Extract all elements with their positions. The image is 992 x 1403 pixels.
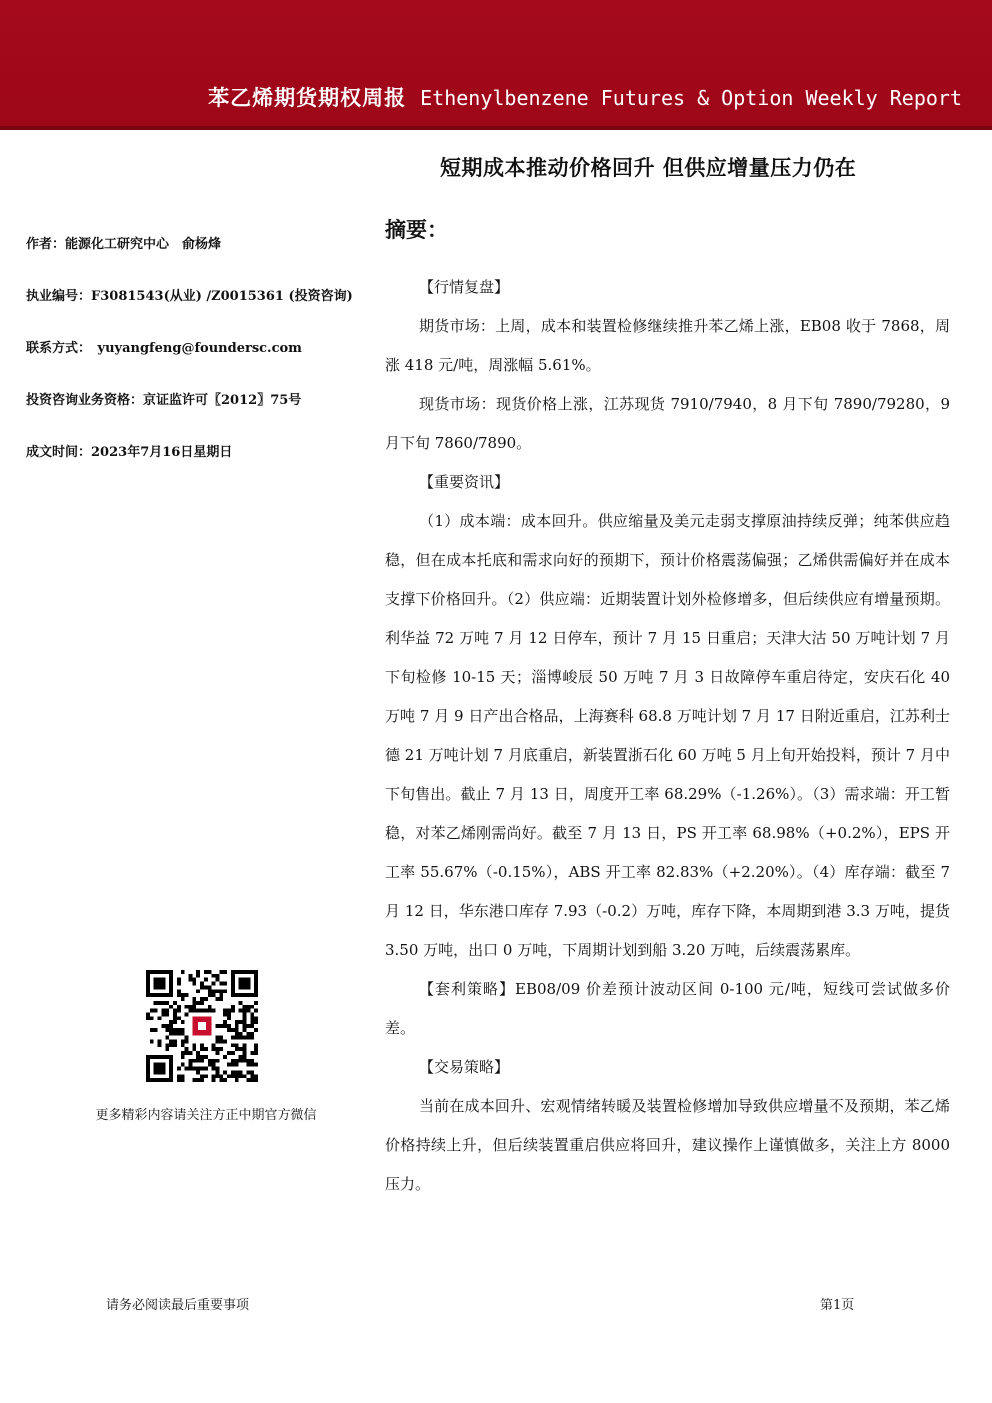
meta-license	[26, 285, 353, 304]
article-title: 短期成本推动价格回升 但供应增量压力仍在	[440, 156, 857, 180]
meta-label: 成文时间：	[26, 445, 92, 460]
paragraph: 当前在成本回升、宏观情绪转暖及装置检修增加导致供应增量不及预期，苯乙烯价格持续上升，但后续装置重启供应将回升，建议操作上谨慎做多，关注上方 8000 压力。	[385, 1097, 950, 1193]
report-title	[208, 84, 962, 112]
meta-date	[26, 441, 232, 460]
header-divider	[0, 126, 992, 130]
meta-value: 2023年7月16日星期日	[91, 445, 233, 460]
paragraph: 期货市场：上周，成本和装置检修继续推升苯乙烯上涨，EB08 收于 7868，周涨 418 元/吨，周涨幅 5.61%。	[385, 317, 950, 374]
section-heading: 【重要资讯】	[419, 473, 510, 491]
meta-label: 作者：	[26, 237, 66, 252]
report-title-en: Ethenylbenzene Futures & Option Weekly Report	[420, 86, 962, 110]
paragraph: （1）成本端：成本回升。供应缩量及美元走弱支撑原油持续反弹；纯苯供应趋稳，但在成本托底和需求向好的预期下，预计价格震荡偏强；乙烯供需偏好并在成本支撑下价格回升。（2）供应端：近期装置计划外检修增多，但后续供应有增量预期。利华益 72 万吨 7 月 12 日停车，预计 7 月 15 日重启；天津大沽 50 万吨计划 7 月下旬检修 10-15 天；淄博峻辰 50 万吨 7 月 3 日故障停车重启待定，安庆石化 40 万吨 7 月 9 日产出合格品，上海赛科 68.8 万吨计划 7 月 17 日附近重启，江苏利士德 21 万吨计划 7 月底重启，新装置浙石化 60 万吨 5 月上旬开始投料，预计 7 月中下旬售出。截止 7 月 13 日，周度开工率 68.29%（-1.26%）。（3）需求端：开工暂稳，对苯乙烯刚需尚好。截至 7 月 13 日，PS 开工率 68.98%（+0.2%），EPS 开工率 55.67%（-0.15%），ABS 开工率 82.83%（+2.20%）。（4）库存端：截至 7 月 12 日，华东港口库存 7.93（-0.2）万吨，库存下降，本周期到港 3.3 万吨，提货 3.50 万吨，出口 0 万吨，下周期计划到船 3.20 万吨，后续震荡累库。	[385, 512, 950, 959]
meta-label: 执业编号：	[26, 289, 92, 304]
report-title-cn: 苯乙烯期货期权周报	[208, 86, 407, 110]
abstract-body	[385, 268, 950, 1204]
section-heading: 【行情复盘】	[419, 278, 510, 296]
meta-value: yuyangfeng@foundersc.com	[84, 341, 302, 356]
paragraph: 现货市场：现货价格上涨，江苏现货 7910/7940，8 月下旬 7890/79280，9 月下旬 7860/7890。	[385, 395, 950, 452]
paragraph: 【套利策略】EB08/09 价差预计波动区间 0-100 元/吨，短线可尝试做多价差。	[385, 980, 950, 1037]
meta-contact	[26, 337, 302, 356]
meta-value: 京证监许可〖2012〗75号	[143, 393, 302, 408]
abstract-heading: 摘要：	[385, 218, 448, 242]
meta-author	[26, 233, 221, 252]
meta-value: F3081543(从业) /Z0015361 (投资咨询)	[91, 289, 353, 304]
meta-label: 投资咨询业务资格：	[26, 393, 144, 408]
meta-label: 联系方式：	[26, 341, 85, 356]
qr-caption: 更多精彩内容请关注方正中期官方微信	[95, 1108, 317, 1123]
qr-code-icon	[146, 970, 258, 1082]
meta-value: 能源化工研究中心 俞杨烽	[65, 237, 222, 252]
meta-qualification	[26, 389, 301, 408]
section-heading: 【交易策略】	[419, 1058, 510, 1076]
footer-disclaimer-note: 请务必阅读最后重要事项	[106, 1298, 250, 1313]
page-number: 第1页	[820, 1298, 855, 1313]
